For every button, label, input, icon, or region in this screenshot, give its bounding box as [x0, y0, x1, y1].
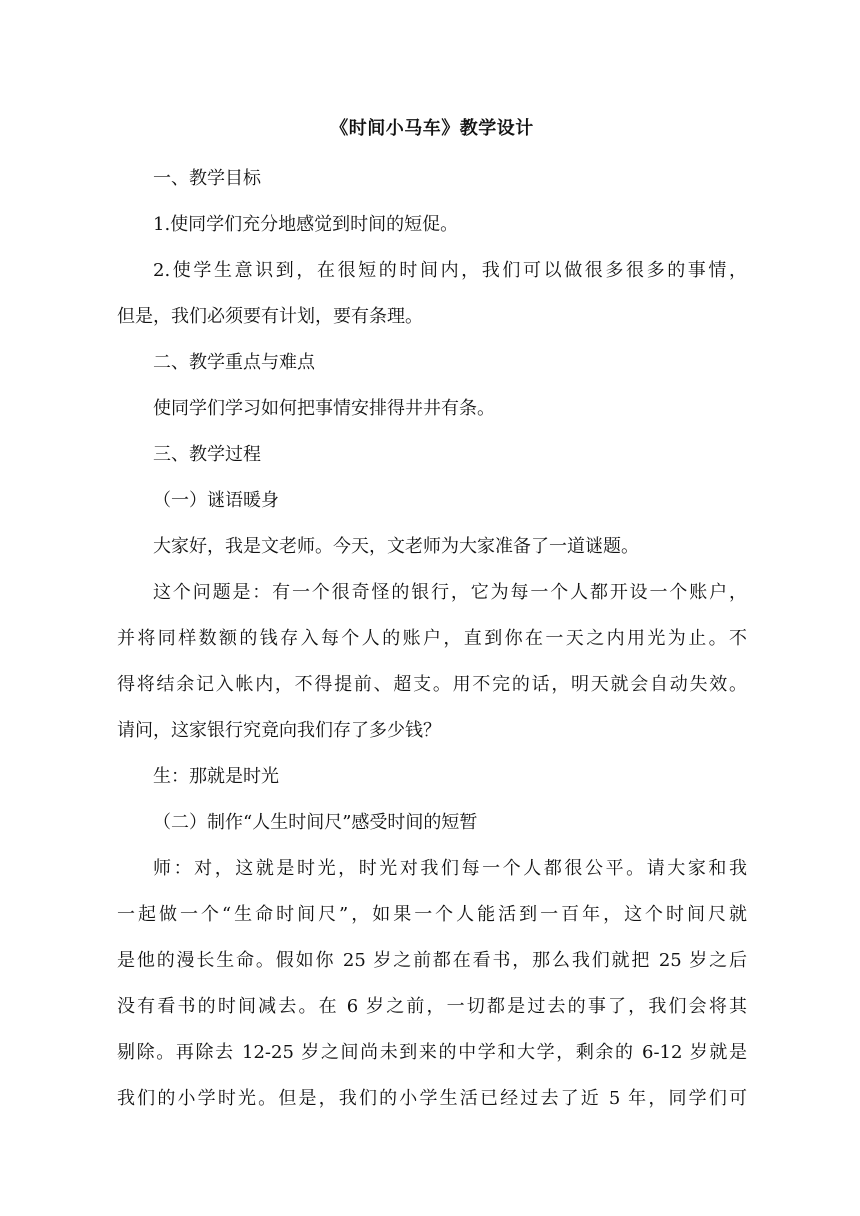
- text-line: 一、教学目标: [153, 168, 261, 189]
- text-line: 三、教学过程: [153, 444, 261, 465]
- text-line: 并将同样数额的钱存入每个人的账户，直到你在一天之内用光为止。不: [117, 628, 747, 649]
- text-line: 是他的漫长生命。假如你 25 岁之前都在看书，那么我们就把 25 岁之后: [117, 950, 747, 971]
- key-points-text: [117, 386, 747, 432]
- text-line: 这个问题是：有一个很奇怪的银行，它为每一个人都开设一个账户，: [153, 582, 747, 603]
- text-line: 我们的小学时光。但是，我们的小学生活已经过去了近 5 年，同学们可: [117, 1088, 747, 1109]
- student-answer: [117, 754, 747, 800]
- text-line: 2.使学生意识到，在很短的时间内，我们可以做很多很多的事情，: [153, 260, 747, 281]
- text-line: 但是，我们必须要有计划，要有条理。: [117, 306, 423, 327]
- objectives-heading: [117, 156, 747, 202]
- text-line: 师：对，这就是时光，时光对我们每一个人都很公平。请大家和我: [153, 858, 747, 879]
- text-line: 大家好，我是文老师。今天，文老师为大家准备了一道谜题。: [153, 536, 639, 557]
- riddle-paragraph: [117, 570, 747, 754]
- teacher-explanation: [117, 846, 747, 1122]
- document-body: [117, 108, 747, 1122]
- text-line: 生：那就是时光: [153, 766, 279, 787]
- text-line: 请问，这家银行究竟向我们存了多少钱？: [117, 720, 441, 741]
- text-line: 剔除。再除去 12-25 岁之间尚未到来的中学和大学，剩余的 6-12 岁就是: [117, 1042, 747, 1063]
- text-line: （一）谜语暖身: [153, 490, 279, 511]
- text-line: 1.使同学们充分地感觉到时间的短促。: [153, 214, 459, 235]
- process-heading: [117, 432, 747, 478]
- text-line: 没有看书的时间减去。在 6 岁之前，一切都是过去的事了，我们会将其: [117, 996, 747, 1017]
- text-line: 二、教学重点与难点: [153, 352, 315, 373]
- document-title: 《时间小马车》教学设计: [330, 118, 534, 139]
- teacher-intro: [117, 524, 747, 570]
- text-line: （二）制作“人生时间尺”感受时间的短暂: [153, 812, 478, 833]
- text-line: 使同学们学习如何把事情安排得井井有条。: [153, 398, 495, 419]
- text-line: 得将结余记入帐内，不得提前、超支。用不完的话，明天就会自动失效。: [117, 674, 747, 695]
- text-line: 一起做一个“生命时间尺”，如果一个人能活到一百年，这个时间尺就: [117, 904, 747, 925]
- time-ruler-subheading: [117, 800, 747, 846]
- objective-2: [117, 248, 747, 340]
- key-points-heading: [117, 340, 747, 386]
- objective-1: [117, 202, 747, 248]
- riddle-subheading: [117, 478, 747, 524]
